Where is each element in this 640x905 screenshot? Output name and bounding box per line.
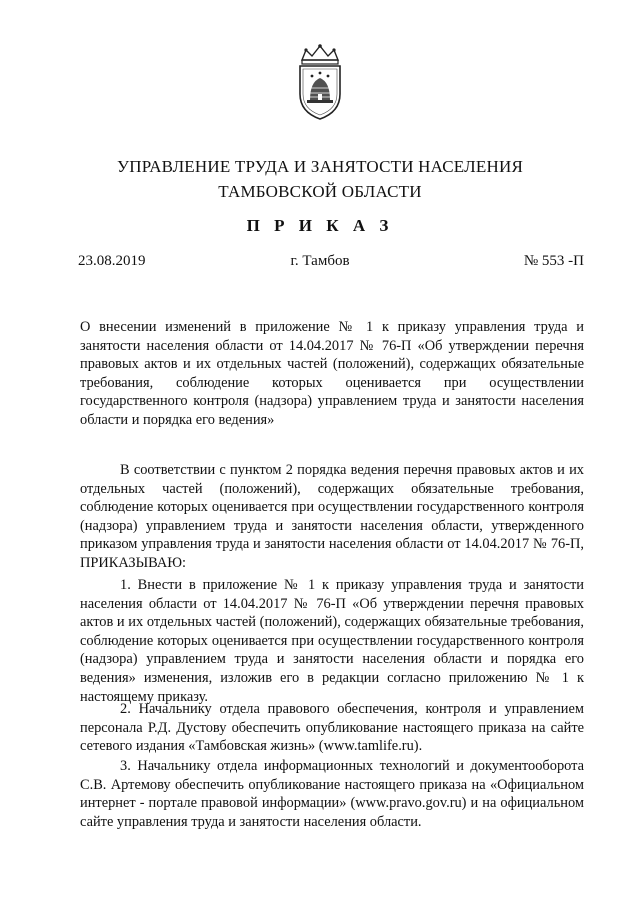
order-item-1: 1. Внести в приложение № 1 к приказу управления труда и занятости населения области от 14.04.2017 № 76-П «Об утверждении перечня правовых актов и их отдельных частей (положений), содержащих обязательные требования, соблюдение которых оценивается при осуществлении государственного контроля (надзора) управлением труда и занятости населения области и порядка его ведения» изменения, изложив его в редакции согласно приложению № 1 к настоящему приказу. [80,577,584,705]
order-item-2: 2. Начальнику отдела правового обеспечения, контроля и управлением персонала Р.Д. Дустову обеспечить опубликование настоящего приказа на сайте сетевого издания «Тамбовская жизнь» (www.tamlife.ru). [80,701,584,755]
organization-name-line2: ТАМБОВСКОЙ ОБЛАСТИ [218,182,422,201]
tambov-coat-of-arms-icon [290,42,350,122]
document-number: № 553 -П [523,253,584,269]
order-item-3: 3. Начальнику отдела информационных технологий и документооборота С.В. Артемову обеспечить опубликование настоящего приказа на «Официальном интернет - портале правовой информации» (www.pravo.gov.ru) и на официальном сайте управления труда и занятости населения области. [80,758,584,830]
document-type-title: П Р И К А З [246,216,394,235]
document-date: 23.08.2019 [78,253,146,269]
document-subject: О внесении изменений в приложение № 1 к приказу управления труда и занятости населения области от 14.04.2017 № 76-П «Об утверждении перечня правовых актов и их отдельных частей (положений), содержащих обязательные требования, соблюдение которых оценивается при осуществлении государственного контроля (надзора) управлением труда и занятости населения области и порядка его ведения» [80,319,584,428]
organization-name-line1: УПРАВЛЕНИЕ ТРУДА И ЗАНЯТОСТИ НАСЕЛЕНИЯ [117,157,523,176]
legal-basis-paragraph: В соответствии с пунктом 2 порядка ведения перечня правовых актов и их отдельных частей (положений), содержащих обязательные требования, соблюдение которых оценивается при осуществлении государственного контроля (надзора) управлением труда и занятости населения области, утвержденного приказом управления труда и занятости населения области от 14.04.2017 № 76-П, ПРИКАЗЫВАЮ: [80,462,584,571]
document-city: г. Тамбов [290,253,350,269]
